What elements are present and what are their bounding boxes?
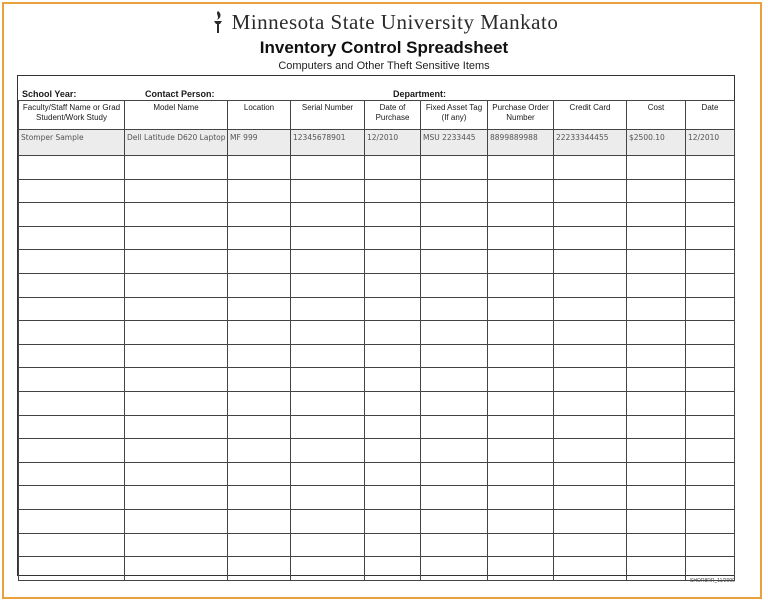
torch-icon bbox=[210, 10, 226, 34]
entry-cell[interactable] bbox=[686, 250, 735, 274]
entry-cell[interactable] bbox=[421, 344, 488, 368]
entry-cell[interactable] bbox=[554, 415, 627, 439]
entry-cell[interactable] bbox=[228, 509, 291, 533]
entry-cell[interactable] bbox=[19, 226, 125, 250]
university-name: Minnesota State University Mankato bbox=[231, 9, 559, 34]
blank-entry-row bbox=[19, 533, 735, 557]
blank-entry-row bbox=[19, 462, 735, 486]
entry-cell[interactable] bbox=[554, 321, 627, 345]
col-header-location: Location bbox=[228, 101, 291, 130]
entry-cell[interactable] bbox=[554, 156, 627, 180]
entry-cell[interactable] bbox=[627, 509, 686, 533]
entry-cell[interactable] bbox=[228, 156, 291, 180]
col-header-cost: Cost bbox=[627, 101, 686, 130]
entry-cell[interactable] bbox=[554, 509, 627, 533]
entry-cell[interactable] bbox=[554, 226, 627, 250]
entry-cell[interactable] bbox=[291, 533, 365, 557]
entry-cell[interactable] bbox=[554, 273, 627, 297]
blank-entry-row bbox=[19, 486, 735, 510]
entry-cell[interactable] bbox=[686, 273, 735, 297]
entry-cell[interactable] bbox=[125, 486, 228, 510]
blank-entry-row bbox=[19, 203, 735, 227]
entry-cell[interactable] bbox=[228, 415, 291, 439]
entry-cell[interactable] bbox=[365, 415, 421, 439]
entry-cell[interactable] bbox=[554, 533, 627, 557]
entry-cell[interactable] bbox=[291, 297, 365, 321]
entry-cell[interactable] bbox=[421, 368, 488, 392]
entry-cell[interactable] bbox=[421, 273, 488, 297]
sample-cell-name: Stomper Sample bbox=[19, 130, 125, 156]
entry-cell[interactable] bbox=[291, 439, 365, 463]
entry-cell[interactable] bbox=[19, 321, 125, 345]
entry-cell[interactable] bbox=[228, 250, 291, 274]
entry-cell[interactable] bbox=[291, 557, 365, 581]
entry-cell[interactable] bbox=[125, 203, 228, 227]
sample-cell-credit-card: 22233344455 bbox=[554, 130, 627, 156]
entry-cell[interactable] bbox=[627, 226, 686, 250]
entry-cell[interactable] bbox=[421, 557, 488, 581]
entry-cell[interactable] bbox=[228, 273, 291, 297]
contact-person-label: Contact Person: bbox=[145, 89, 215, 99]
sample-row bbox=[19, 130, 735, 156]
entry-cell[interactable] bbox=[291, 321, 365, 345]
entry-cell[interactable] bbox=[19, 557, 125, 581]
entry-cell[interactable] bbox=[488, 226, 554, 250]
entry-cell[interactable] bbox=[686, 486, 735, 510]
entry-cell[interactable] bbox=[488, 368, 554, 392]
entry-cell[interactable] bbox=[365, 368, 421, 392]
entry-cell[interactable] bbox=[421, 486, 488, 510]
entry-cell[interactable] bbox=[686, 179, 735, 203]
entry-cell[interactable] bbox=[125, 533, 228, 557]
entry-cell[interactable] bbox=[627, 533, 686, 557]
entry-cell[interactable] bbox=[228, 486, 291, 510]
entry-cell[interactable] bbox=[554, 368, 627, 392]
blank-entry-row bbox=[19, 273, 735, 297]
entry-cell[interactable] bbox=[291, 226, 365, 250]
entry-cell[interactable] bbox=[19, 250, 125, 274]
entry-cell[interactable] bbox=[627, 344, 686, 368]
entry-cell[interactable] bbox=[228, 533, 291, 557]
entry-cell[interactable] bbox=[19, 203, 125, 227]
entry-cell[interactable] bbox=[421, 297, 488, 321]
entry-cell[interactable] bbox=[686, 297, 735, 321]
entry-cell[interactable] bbox=[365, 203, 421, 227]
entry-cell[interactable] bbox=[554, 557, 627, 581]
entry-cell[interactable] bbox=[627, 368, 686, 392]
entry-cell[interactable] bbox=[488, 156, 554, 180]
entry-cell[interactable] bbox=[627, 486, 686, 510]
col-header-purchase-date: Date of Purchase bbox=[365, 101, 421, 130]
entry-cell[interactable] bbox=[228, 203, 291, 227]
col-header-name: Faculty/Staff Name or Grad Student/Work Study bbox=[19, 101, 125, 130]
entry-cell[interactable] bbox=[686, 156, 735, 180]
entry-cell[interactable] bbox=[228, 391, 291, 415]
entry-cell[interactable] bbox=[554, 462, 627, 486]
entry-cell[interactable] bbox=[686, 509, 735, 533]
entry-cell[interactable] bbox=[686, 344, 735, 368]
blank-entry-row bbox=[19, 509, 735, 533]
entry-cell[interactable] bbox=[365, 509, 421, 533]
entry-cell[interactable] bbox=[125, 321, 228, 345]
entry-cell[interactable] bbox=[291, 391, 365, 415]
entry-cell[interactable] bbox=[627, 156, 686, 180]
sample-cell-date: 12/2010 bbox=[686, 130, 735, 156]
entry-cell[interactable] bbox=[228, 321, 291, 345]
blank-entry-row bbox=[19, 557, 735, 581]
entry-cell[interactable] bbox=[488, 509, 554, 533]
entry-cell[interactable] bbox=[291, 368, 365, 392]
entry-cell[interactable] bbox=[488, 179, 554, 203]
entry-cell[interactable] bbox=[291, 203, 365, 227]
blank-entry-row bbox=[19, 250, 735, 274]
entry-cell[interactable] bbox=[488, 297, 554, 321]
entry-cell[interactable] bbox=[488, 533, 554, 557]
entry-cell[interactable] bbox=[125, 273, 228, 297]
col-header-credit-card: Credit Card bbox=[554, 101, 627, 130]
entry-cell[interactable] bbox=[228, 462, 291, 486]
entry-cell[interactable] bbox=[627, 462, 686, 486]
entry-cell[interactable] bbox=[125, 557, 228, 581]
page-subtitle: Computers and Other Theft Sensitive Items bbox=[278, 60, 490, 72]
entry-cell[interactable] bbox=[365, 439, 421, 463]
entry-cell[interactable] bbox=[488, 486, 554, 510]
entry-cell[interactable] bbox=[125, 179, 228, 203]
entry-cell[interactable] bbox=[125, 156, 228, 180]
entry-cell[interactable] bbox=[627, 321, 686, 345]
inventory-sheet bbox=[17, 75, 735, 576]
entry-cell[interactable] bbox=[421, 415, 488, 439]
entry-cell[interactable] bbox=[125, 391, 228, 415]
col-header-po-number: Purchase Order Number bbox=[488, 101, 554, 130]
department-label: Department: bbox=[393, 89, 447, 99]
entry-cell[interactable] bbox=[291, 273, 365, 297]
sample-cell-po-number: 8899889988 bbox=[488, 130, 554, 156]
blank-entry-row bbox=[19, 156, 735, 180]
entry-cell[interactable] bbox=[686, 368, 735, 392]
entry-cell[interactable] bbox=[365, 462, 421, 486]
entry-cell[interactable] bbox=[365, 226, 421, 250]
entry-cell[interactable] bbox=[365, 486, 421, 510]
entry-cell[interactable] bbox=[627, 250, 686, 274]
blank-entry-row bbox=[19, 415, 735, 439]
entry-cell[interactable] bbox=[627, 273, 686, 297]
entry-cell[interactable] bbox=[365, 344, 421, 368]
sample-cell-asset-tag: MSU 2233445 bbox=[421, 130, 488, 156]
entry-cell[interactable] bbox=[125, 344, 228, 368]
document-header bbox=[0, 8, 768, 72]
entry-cell[interactable] bbox=[125, 250, 228, 274]
entry-cell[interactable] bbox=[686, 391, 735, 415]
col-header-asset-tag: Fixed Asset Tag (If any) bbox=[421, 101, 488, 130]
entry-cell[interactable] bbox=[365, 156, 421, 180]
entry-cell[interactable] bbox=[19, 156, 125, 180]
entry-cell[interactable] bbox=[291, 344, 365, 368]
entry-cell[interactable] bbox=[421, 203, 488, 227]
header-fields bbox=[18, 76, 734, 100]
col-header-model: Model Name bbox=[125, 101, 228, 130]
entry-cell[interactable] bbox=[554, 179, 627, 203]
blank-entry-row bbox=[19, 321, 735, 345]
entry-cell[interactable] bbox=[554, 439, 627, 463]
entry-cell[interactable] bbox=[421, 226, 488, 250]
entry-cell[interactable] bbox=[627, 297, 686, 321]
entry-cell[interactable] bbox=[627, 203, 686, 227]
entry-cell[interactable] bbox=[125, 368, 228, 392]
entry-cell[interactable] bbox=[488, 273, 554, 297]
entry-cell[interactable] bbox=[627, 179, 686, 203]
entry-cell[interactable] bbox=[554, 250, 627, 274]
entry-cell[interactable] bbox=[228, 368, 291, 392]
entry-cell[interactable] bbox=[686, 462, 735, 486]
entry-cell[interactable] bbox=[291, 156, 365, 180]
entry-cell[interactable] bbox=[291, 486, 365, 510]
entry-cell[interactable] bbox=[421, 462, 488, 486]
entry-cell[interactable] bbox=[228, 439, 291, 463]
column-header-row bbox=[19, 101, 735, 130]
entry-cell[interactable] bbox=[228, 344, 291, 368]
entry-cell[interactable] bbox=[421, 179, 488, 203]
entry-cell[interactable] bbox=[421, 156, 488, 180]
entry-cell[interactable] bbox=[19, 344, 125, 368]
entry-cell[interactable] bbox=[421, 439, 488, 463]
entry-cell[interactable] bbox=[365, 273, 421, 297]
entry-cell[interactable] bbox=[365, 557, 421, 581]
entry-cell[interactable] bbox=[19, 368, 125, 392]
entry-cell[interactable] bbox=[365, 179, 421, 203]
entry-cell[interactable] bbox=[686, 226, 735, 250]
entry-cell[interactable] bbox=[228, 226, 291, 250]
entry-cell[interactable] bbox=[228, 557, 291, 581]
entry-cell[interactable] bbox=[421, 321, 488, 345]
entry-cell[interactable] bbox=[554, 391, 627, 415]
entry-cell[interactable] bbox=[488, 321, 554, 345]
entry-cell[interactable] bbox=[686, 203, 735, 227]
blank-entry-row bbox=[19, 344, 735, 368]
entry-cell[interactable] bbox=[488, 415, 554, 439]
entry-cell[interactable] bbox=[19, 439, 125, 463]
entry-cell[interactable] bbox=[488, 344, 554, 368]
entry-cell[interactable] bbox=[19, 415, 125, 439]
blank-entry-row bbox=[19, 368, 735, 392]
sample-cell-model: Dell Latitude D620 Laptop bbox=[125, 130, 228, 156]
entry-cell[interactable] bbox=[291, 179, 365, 203]
entry-cell[interactable] bbox=[554, 486, 627, 510]
entry-cell[interactable] bbox=[19, 462, 125, 486]
entry-cell[interactable] bbox=[228, 297, 291, 321]
entry-cell[interactable] bbox=[125, 509, 228, 533]
entry-cell[interactable] bbox=[488, 391, 554, 415]
entry-cell[interactable] bbox=[291, 462, 365, 486]
entry-cell[interactable] bbox=[627, 439, 686, 463]
entry-cell[interactable] bbox=[365, 321, 421, 345]
entry-cell[interactable] bbox=[19, 179, 125, 203]
university-logo bbox=[0, 8, 768, 36]
entry-cell[interactable] bbox=[365, 297, 421, 321]
entry-cell[interactable] bbox=[125, 462, 228, 486]
entry-cell[interactable] bbox=[488, 250, 554, 274]
entry-cell[interactable] bbox=[554, 203, 627, 227]
entry-cell[interactable] bbox=[627, 415, 686, 439]
entry-cell[interactable] bbox=[686, 321, 735, 345]
page-title: Inventory Control Spreadsheet bbox=[259, 38, 509, 57]
col-header-serial: Serial Number bbox=[291, 101, 365, 130]
entry-cell[interactable] bbox=[125, 439, 228, 463]
entry-cell[interactable] bbox=[365, 391, 421, 415]
school-year-label: School Year: bbox=[22, 89, 77, 99]
sample-cell-location: MF 999 bbox=[228, 130, 291, 156]
entry-cell[interactable] bbox=[627, 557, 686, 581]
entry-cell[interactable] bbox=[228, 179, 291, 203]
entry-cell[interactable] bbox=[421, 391, 488, 415]
blank-entry-row bbox=[19, 439, 735, 463]
sample-cell-cost: $2500.10 bbox=[627, 130, 686, 156]
blank-entry-row bbox=[19, 179, 735, 203]
entry-cell[interactable] bbox=[686, 415, 735, 439]
entry-cell[interactable] bbox=[421, 250, 488, 274]
entry-cell[interactable] bbox=[19, 533, 125, 557]
entry-cell[interactable] bbox=[686, 439, 735, 463]
entry-cell[interactable] bbox=[488, 203, 554, 227]
entry-cell[interactable] bbox=[19, 486, 125, 510]
entry-cell[interactable] bbox=[125, 415, 228, 439]
blank-entry-row bbox=[19, 391, 735, 415]
sample-cell-purchase-date: 12/2010 bbox=[365, 130, 421, 156]
entry-cell[interactable] bbox=[421, 509, 488, 533]
entry-cell[interactable] bbox=[554, 297, 627, 321]
entry-cell[interactable] bbox=[19, 509, 125, 533]
sample-cell-serial: 12345678901 bbox=[291, 130, 365, 156]
blank-entry-row bbox=[19, 297, 735, 321]
entry-cell[interactable] bbox=[554, 344, 627, 368]
entry-cell[interactable] bbox=[125, 226, 228, 250]
entry-cell[interactable] bbox=[488, 462, 554, 486]
entry-cell[interactable] bbox=[488, 557, 554, 581]
entry-cell[interactable] bbox=[19, 391, 125, 415]
entry-cell[interactable] bbox=[19, 273, 125, 297]
entry-cell[interactable] bbox=[365, 533, 421, 557]
inventory-table bbox=[18, 100, 735, 581]
entry-cell[interactable] bbox=[627, 391, 686, 415]
entry-cell[interactable] bbox=[125, 297, 228, 321]
entry-cell[interactable] bbox=[291, 415, 365, 439]
entry-cell[interactable] bbox=[686, 557, 735, 581]
entry-cell[interactable] bbox=[686, 533, 735, 557]
entry-cell[interactable] bbox=[488, 439, 554, 463]
entry-cell[interactable] bbox=[365, 250, 421, 274]
blank-entry-row bbox=[19, 226, 735, 250]
entry-cell[interactable] bbox=[291, 250, 365, 274]
entry-cell[interactable] bbox=[19, 297, 125, 321]
col-header-date: Date bbox=[686, 101, 735, 130]
entry-cell[interactable] bbox=[421, 533, 488, 557]
entry-cell[interactable] bbox=[291, 509, 365, 533]
form-code: SHOR8RR_11/2009 bbox=[690, 578, 735, 584]
